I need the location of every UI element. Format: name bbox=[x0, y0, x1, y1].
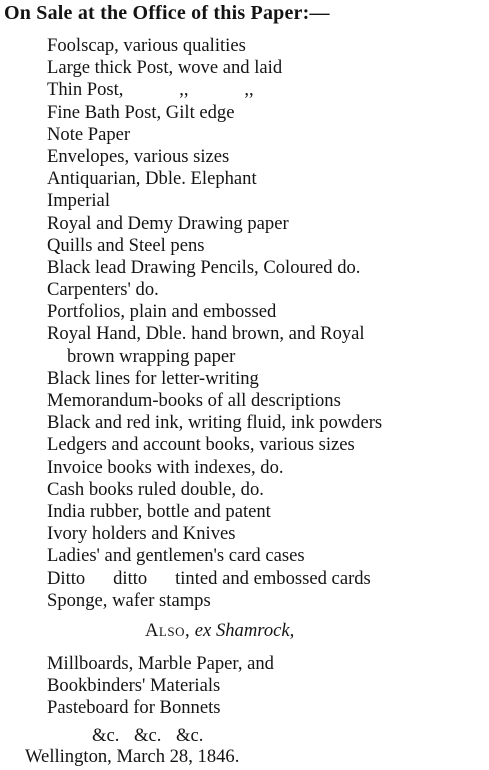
also-line bbox=[145, 620, 294, 642]
list-item: Quills and Steel pens bbox=[47, 234, 205, 256]
list-item: Black and red ink, writing fluid, ink powders bbox=[47, 412, 383, 434]
list-item: Large thick Post, wove and laid bbox=[47, 57, 283, 79]
ad-heading: On Sale at the Office of this Paper:— bbox=[4, 2, 330, 24]
list-item-continuation: brown wrapping paper bbox=[67, 345, 236, 367]
list-item: Cash books ruled double, do. bbox=[47, 478, 264, 500]
list-item: Ledgers and account books, various sizes bbox=[47, 434, 355, 456]
list-item: Envelopes, various sizes bbox=[47, 145, 230, 167]
list-item: Black lead Drawing Pencils, Coloured do. bbox=[47, 256, 361, 278]
list-item: Bookbinders' Materials bbox=[47, 675, 221, 697]
list-item: Antiquarian, Dble. Elephant bbox=[47, 168, 257, 190]
list-item: Royal and Demy Drawing paper bbox=[47, 212, 289, 234]
list-item: Imperial bbox=[47, 190, 110, 212]
list-item: Pasteboard for Bonnets bbox=[47, 697, 221, 719]
item-list bbox=[47, 35, 487, 612]
ship-name: ex Shamrock, bbox=[194, 620, 295, 641]
list-item: Ivory holders and Knives bbox=[47, 523, 236, 545]
etcetera: &c. &c. &c. bbox=[92, 725, 204, 746]
list-item: India rubber, bottle and patent bbox=[47, 500, 271, 522]
list-item: Sponge, wafer stamps bbox=[47, 589, 211, 611]
list-item: Ladies' and gentlemen's card cases bbox=[47, 545, 305, 567]
list-item: Memorandum-books of all descriptions bbox=[47, 390, 341, 411]
dateline: Wellington, March 28, 1846. bbox=[25, 746, 240, 767]
list-item: Invoice books with indexes, do. bbox=[47, 456, 284, 478]
list-item: Note Paper bbox=[47, 123, 131, 145]
item-list-secondary bbox=[47, 653, 487, 720]
list-item: Ditto ditto tinted and embossed cards bbox=[47, 567, 371, 589]
list-item: Royal Hand, Dble. hand brown, and Royal bbox=[47, 323, 365, 345]
list-item: Portfolios, plain and embossed bbox=[47, 301, 277, 323]
also-word: Also, bbox=[145, 620, 191, 641]
list-item: Foolscap, various qualities bbox=[47, 35, 246, 56]
list-item: Fine Bath Post, Gilt edge bbox=[47, 101, 235, 123]
list-item: Black lines for letter-writing bbox=[47, 367, 259, 389]
list-item: Carpenters' do. bbox=[47, 279, 159, 301]
list-item: Millboards, Marble Paper, and bbox=[47, 653, 274, 674]
list-item: Thin Post, ,, ,, bbox=[47, 79, 254, 101]
